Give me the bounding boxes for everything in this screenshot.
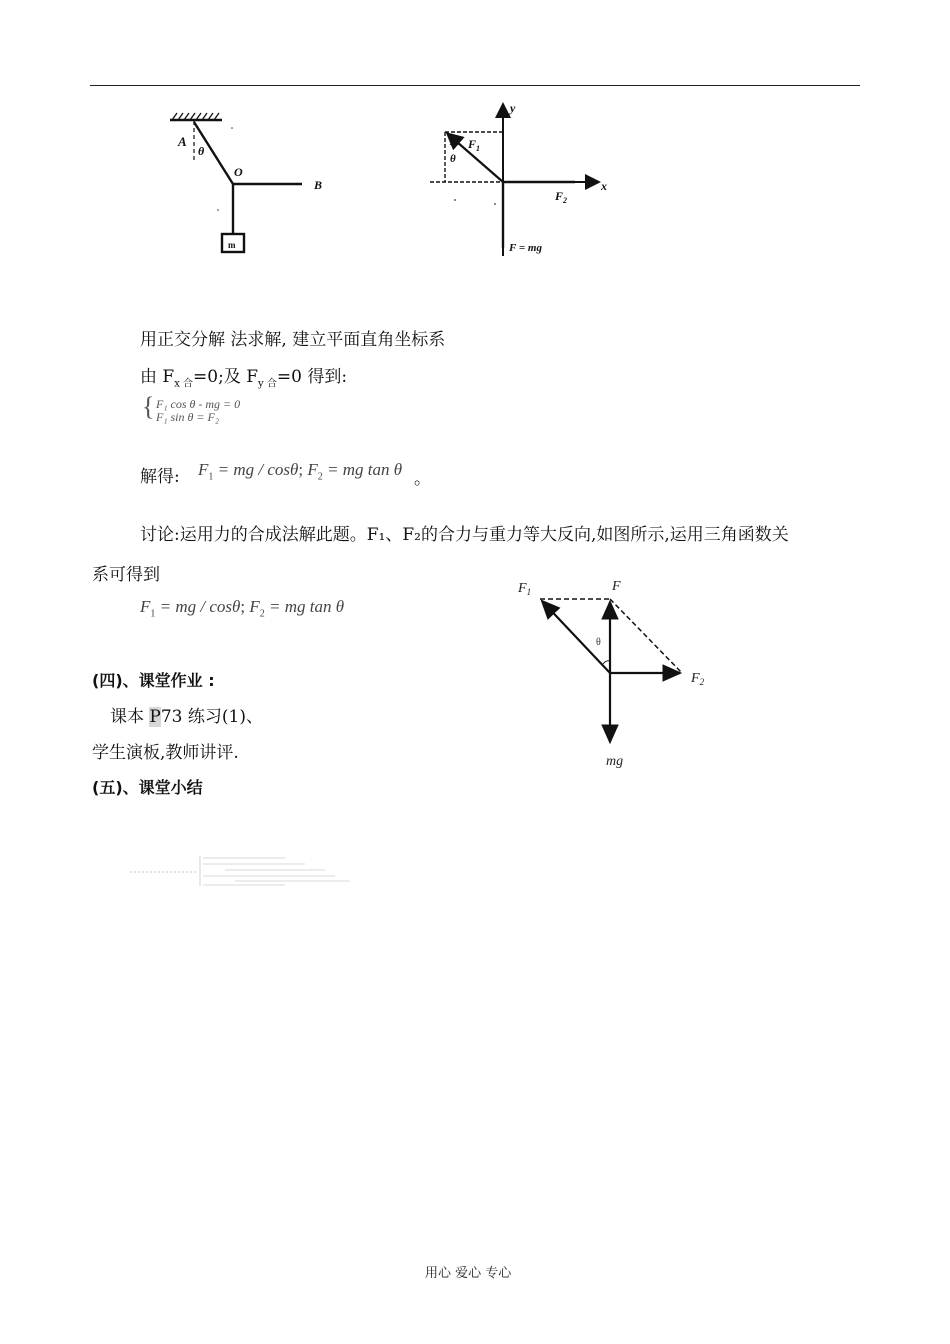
method-line: 用正交分解 法求解, 建立平面直角坐标系 [140, 330, 446, 350]
section-four-heading: (四)、课堂作业 : [92, 671, 215, 690]
equation-line-1: F₁ cos θ - mg = 0 [156, 397, 241, 411]
solution-formula: $F_1$ = mg / cosθ; $F_2$ = mg tan θ [198, 460, 403, 483]
figure-hanging-mass [160, 108, 335, 263]
equation-brace: { [142, 392, 155, 421]
label-F-3: F [612, 579, 621, 594]
label-theta: θ [198, 144, 205, 158]
label-y: y [510, 101, 516, 115]
parallelogram-right-dashed [610, 599, 682, 673]
section-five-heading: (五)、课堂小结 [92, 778, 203, 797]
label-B: B [314, 178, 323, 192]
figure-coordinate-forces [425, 98, 620, 263]
label-x: x [601, 179, 607, 193]
solution-period: 。 [414, 469, 431, 489]
homework-line: 课本 P73 练习(1)、 [110, 707, 263, 727]
faint-summary-diagram [125, 852, 360, 892]
label-F-mg: F = mg [509, 242, 542, 254]
label-theta-3: θ [596, 637, 601, 648]
label-theta-2: θ [450, 153, 456, 165]
discussion-line-1: 讨论:运用力的合成法解此题。F₁、F₂的合力与重力等大反向,如图所示,运用三角函数关 [140, 525, 789, 545]
page-footer: 用心 爱心 专心 [425, 1266, 512, 1281]
label-A: A [178, 134, 187, 149]
label-F1-3: $F_1$ [518, 581, 532, 597]
label-F2: $F_2$ [555, 189, 568, 205]
equation-line-2: F₁ sin θ = F₂ [156, 410, 219, 424]
label-F2-3: $F_2$ [691, 671, 705, 687]
label-O: O [234, 165, 243, 179]
label-F1: $F_1$ [468, 137, 481, 153]
homework-line-2: 学生演板,教师讲评. [92, 743, 239, 763]
equilibrium-condition-line: 由 $F_{x 合}=0$;及 $F_{y 合}=0$ 得到: [140, 367, 348, 390]
figure-force-composition [510, 570, 725, 775]
solution-label: 解得: [140, 467, 180, 487]
discussion-formula: $F_1$ = mg / cosθ; $F_2$ = mg tan θ [140, 597, 345, 620]
discussion-line-2: 系可得到 [92, 565, 160, 585]
header-rule [90, 85, 860, 86]
label-mass: m [228, 240, 236, 250]
label-mg: mg [606, 754, 624, 769]
